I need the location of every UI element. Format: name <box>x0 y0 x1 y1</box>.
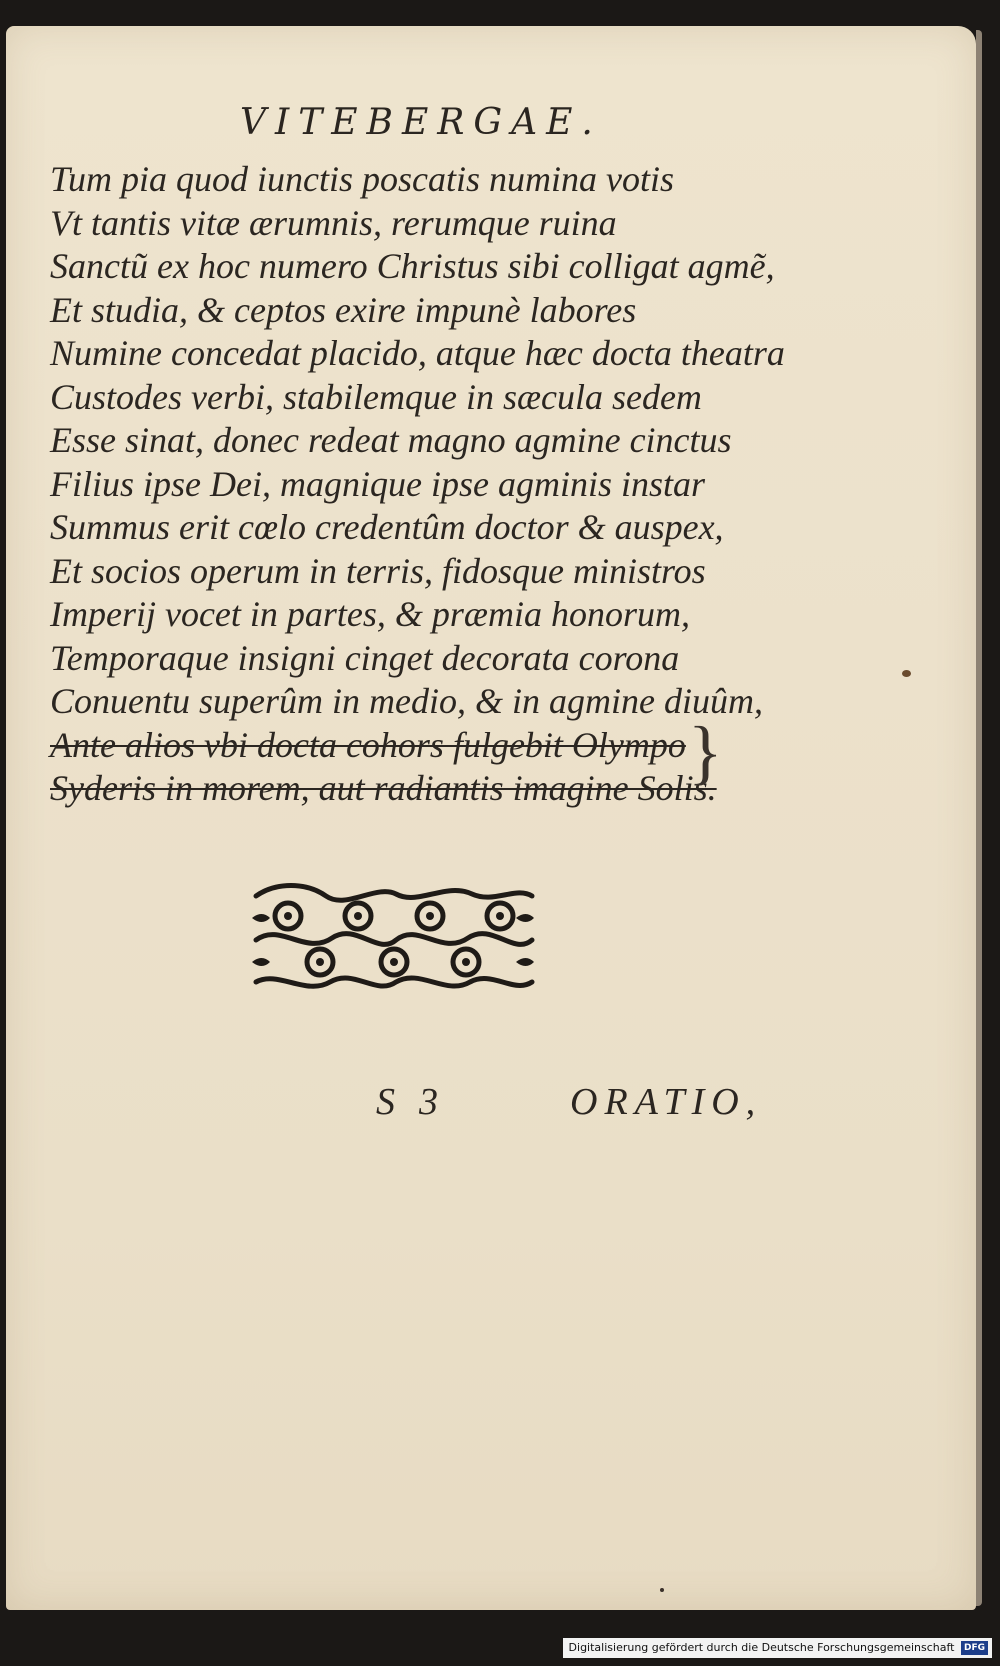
page-edge <box>976 30 982 1606</box>
verse-line-9: Summus erit cœlo credentûm doctor & auspex, <box>50 507 724 547</box>
verse-line-12: Temporaque insigni cinget decorata corona <box>50 637 680 678</box>
brace-mark-icon: } <box>688 712 723 792</box>
verse-line-13: Conuentu superûm in medio, & in agmine diuûm, <box>50 681 763 721</box>
verse-block <box>50 158 785 811</box>
ink-speck <box>902 670 911 677</box>
dfg-credit <box>563 1638 992 1658</box>
verse-line-3: Sanctũ ex hoc numero Christus sibi colligat agmẽ, <box>50 246 775 286</box>
verse-line-14-struck: Ante alios vbi docta cohors fulgebit Olympo <box>50 724 686 765</box>
verse-line-4: Et studia, & ceptos exire impunè labores <box>50 289 637 330</box>
running-head: VITEBERGAE. <box>240 102 602 143</box>
catchword: ORATIO, <box>570 1081 763 1123</box>
dfg-logo-icon: DFG <box>961 1641 988 1655</box>
verse-line-8: Filius ipse Dei, magnique ipse agminis instar <box>50 463 705 504</box>
ink-speck <box>660 1588 664 1592</box>
dfg-credit-text: Digitalisierung gefördert durch die Deutsche Forschungsgemeinschaft <box>568 1641 955 1654</box>
signature-letter: S <box>376 1081 397 1123</box>
verse-line-11: Imperij vocet in partes, & præmia honorum, <box>50 594 690 634</box>
signature-number: 3 <box>419 1081 440 1123</box>
verse-line-10: Et socios operum in terris, fidosque ministros <box>50 550 706 591</box>
verse-line-6: Custodes verbi, stabilemque in sæcula sedem <box>50 376 702 417</box>
verse-line-2: Vt tantis vitæ ærumnis, rerumque ruina <box>50 202 617 243</box>
verse-line-7: Esse sinat, donec redeat magno agmine cinctus <box>50 420 732 460</box>
signature-mark <box>376 1080 440 1124</box>
verse-line-1: Tum pia quod iunctis poscatis numina votis <box>50 159 675 199</box>
verse-line-5: Numine concedat placido, atque hæc docta theatra <box>50 333 785 373</box>
printers-ornament-icon <box>246 878 540 1002</box>
verse-line-15-struck: Syderis in morem, aut radiantis imagine Solis. <box>50 768 717 808</box>
